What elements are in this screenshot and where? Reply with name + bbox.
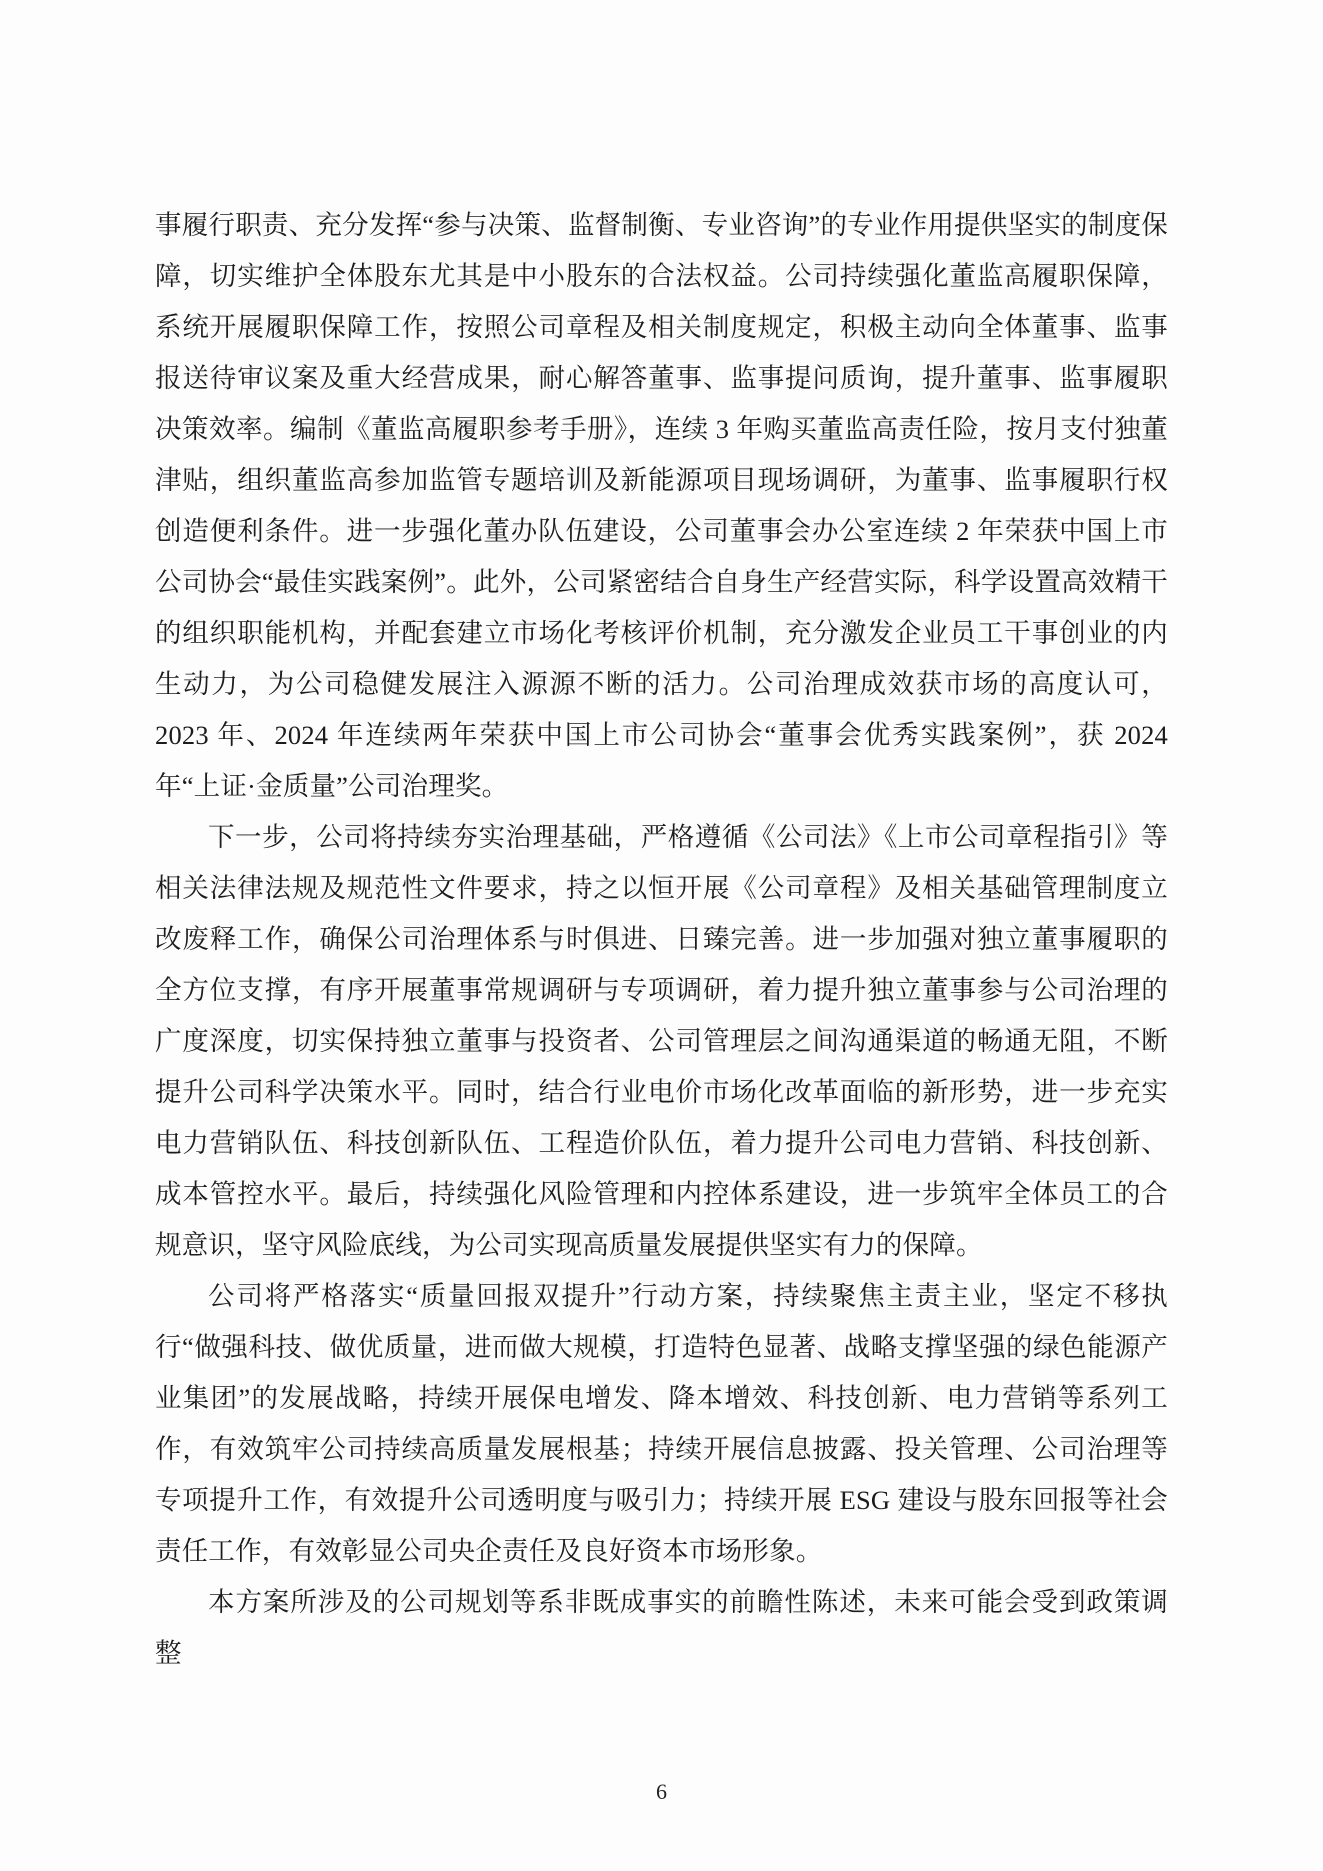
- page-number: 6: [656, 1779, 667, 1804]
- paragraph-3: 公司将严格落实“质量回报双提升”行动方案，持续聚焦主责主业，坚定不移执行“做强科技、做优质量，进而做大规模，打造特色显著、战略支撑坚强的绿色能源产业集团”的发展战略，持续开展保电增发、降本增效、科技创新、电力营销等系列工作，有效筑牢公司持续高质量发展根基；持续开展信息披露、投关管理、公司治理等专项提升工作，有效提升公司透明度与吸引力；持续开展 ESG 建设与股东回报等社会责任工作，有效彰显公司央企责任及良好资本市场形象。: [155, 1281, 1168, 1566]
- document-body: [155, 200, 1168, 1679]
- paragraph-2: 下一步，公司将持续夯实治理基础，严格遵循《公司法》《上市公司章程指引》等相关法律法规及规范性文件要求，持之以恒开展《公司章程》及相关基础管理制度立改废释工作，确保公司治理体系与时俱进、日臻完善。进一步加强对独立董事履职的全方位支撑，有序开展董事常规调研与专项调研，着力提升独立董事参与公司治理的广度深度，切实保持独立董事与投资者、公司管理层之间沟通渠道的畅通无阻，不断提升公司科学决策水平。同时，结合行业电价市场化改革面临的新形势，进一步充实电力营销队伍、科技创新队伍、工程造价队伍，着力提升公司电力营销、科技创新、成本管控水平。最后，持续强化风险管理和内控体系建设，进一步筑牢全体员工的合规意识，坚守风险底线，为公司实现高质量发展提供坚实有力的保障。: [155, 822, 1168, 1260]
- paragraph-4: 本方案所涉及的公司规划等系非既成事实的前瞻性陈述，未来可能会受到政策调整: [155, 1587, 1168, 1668]
- paragraph-1: 事履行职责、充分发挥“参与决策、监督制衡、专业咨询”的专业作用提供坚实的制度保障，切实维护全体股东尤其是中小股东的合法权益。公司持续强化董监高履职保障，系统开展履职保障工作，按照公司章程及相关制度规定，积极主动向全体董事、监事报送待审议案及重大经营成果，耐心解答董事、监事提问质询，提升董事、监事履职决策效率。编制《董监高履职参考手册》，连续 3 年购买董监高责任险，按月支付独董津贴，组织董监高参加监管专题培训及新能源项目现场调研，为董事、监事履职行权创造便利条件。进一步强化董办队伍建设，公司董事会办公室连续 2 年荣获中国上市公司协会“最佳实践案例”。此外，公司紧密结合自身生产经营实际，科学设置高效精干的组织职能机构，并配套建立市场化考核评价机制，充分激发企业员工干事创业的内生动力，为公司稳健发展注入源源不断的活力。公司治理成效获市场的高度认可，2023 年、2024 年连续两年荣获中国上市公司协会“董事会优秀实践案例”，获 2024 年“上证·金质量”公司治理奖。: [155, 210, 1168, 801]
